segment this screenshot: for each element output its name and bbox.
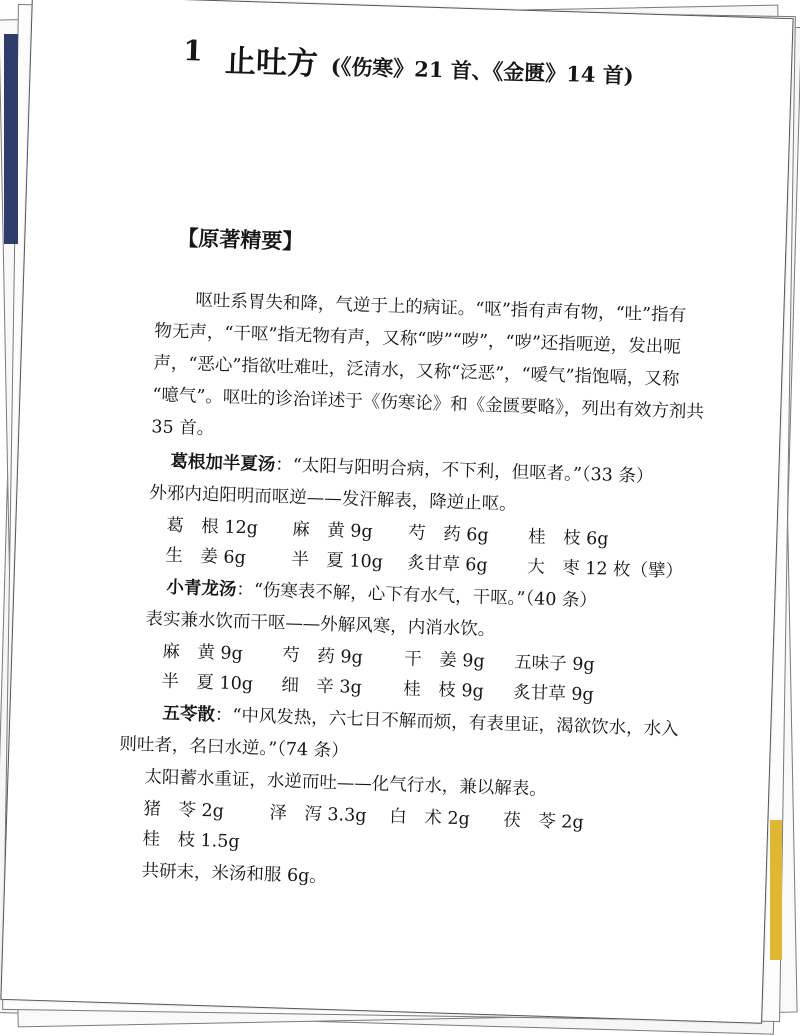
- herb-item: 炙甘草 6g: [406, 553, 488, 576]
- intro-line: 物无声，“干呕”指无物有声，又称“哕”“哕”，“哕”还指呃逆，发出呃: [154, 321, 682, 358]
- intro-line: 呕吐系胃失和降，气逆于上的病证。“呕”指有声有物，“吐”指有: [195, 290, 687, 326]
- herb-item: 桂 枝 9g: [403, 679, 485, 702]
- herb-item: 细 辛 3g: [281, 675, 363, 698]
- herb-item: 半 夏 10g: [161, 671, 254, 695]
- formula-name: 小青龙汤: [166, 577, 237, 600]
- formula-quote: ：“中风发热，六七日不解而烦，有表里证，渴欲饮水，水入: [214, 705, 679, 740]
- herb-item: 桂 枝 6g: [527, 527, 609, 550]
- formula-summary: 外邪内迫阳明而呕逆——发汗解表，降逆止呕。: [149, 483, 518, 515]
- formula-name: 五苓散: [162, 703, 216, 726]
- formula-entry: [166, 578, 597, 612]
- herb-item: 五味子 9g: [513, 652, 595, 676]
- chapter-number: 1: [182, 34, 204, 68]
- herb-item: 猪 苓 2g: [143, 799, 225, 822]
- herb-item: 白 术 2g: [389, 806, 471, 830]
- formula-name: 葛根加半夏汤: [170, 451, 276, 476]
- formula-summary: 太阳蓄水重证，水逆而吐——化气行水，兼以解表。: [144, 767, 548, 800]
- intro-line: 35 首。: [151, 417, 215, 440]
- herb-item: 炙甘草 9g: [512, 682, 594, 706]
- herb-item: 泽 泻 3.3g: [269, 803, 367, 827]
- chapter-title: 止吐方: [224, 43, 319, 83]
- herb-item: 茯 苓 2g: [502, 810, 584, 834]
- herb-item: 麻 黄 9g: [291, 519, 373, 543]
- herb-item: 葛 根 12g: [166, 515, 259, 539]
- intro-line: “噫气”。呕吐的诊治详述于《伤寒论》和《金匮要略》，列出有效方剂共: [152, 385, 705, 423]
- section-heading: 【原著精要】: [177, 225, 304, 254]
- preparation-note: 共研末，米汤和服 6g。: [141, 861, 328, 887]
- herb-item: 大 枣 12 枚（擘）: [526, 557, 684, 583]
- herb-item: 芍 药 6g: [407, 523, 489, 546]
- page-content: [1, 0, 792, 1023]
- herb-item: 半 夏 10g: [291, 549, 384, 573]
- herb-item: 麻 黄 9g: [162, 641, 244, 665]
- formula-entry: [170, 452, 654, 487]
- herb-item: 干 姜 9g: [403, 649, 485, 672]
- formula-summary: 表实兼水饮而干呕——外解风寒，内消水饮。: [145, 609, 496, 641]
- formula-quote: ：“伤寒表不解，心下有水气，干呕。”（40 条）: [236, 579, 598, 612]
- book-cover-strip: [4, 34, 18, 244]
- herb-item: 芍 药 9g: [282, 645, 364, 668]
- herb-item: 生 姜 6g: [165, 545, 247, 569]
- herb-item: 桂 枝 1.5g: [142, 829, 240, 853]
- intro-line: 声，“恶心”指欲吐难吐，泛清水，又称“泛恶”，“嗳气”指饱嗝，又称: [153, 353, 680, 390]
- formula-entry: [162, 704, 679, 740]
- formula-quote: ：“太阳与阳明合病，不下利，但呕者。”（33 条）: [275, 455, 654, 488]
- formula-quote-continued: 则吐者，名曰水逆。”（74 条）: [119, 734, 349, 762]
- chapter-subtitle: (《伤寒》21 首、《金匮》14 首): [330, 53, 635, 89]
- book-edge-strip: [770, 820, 782, 960]
